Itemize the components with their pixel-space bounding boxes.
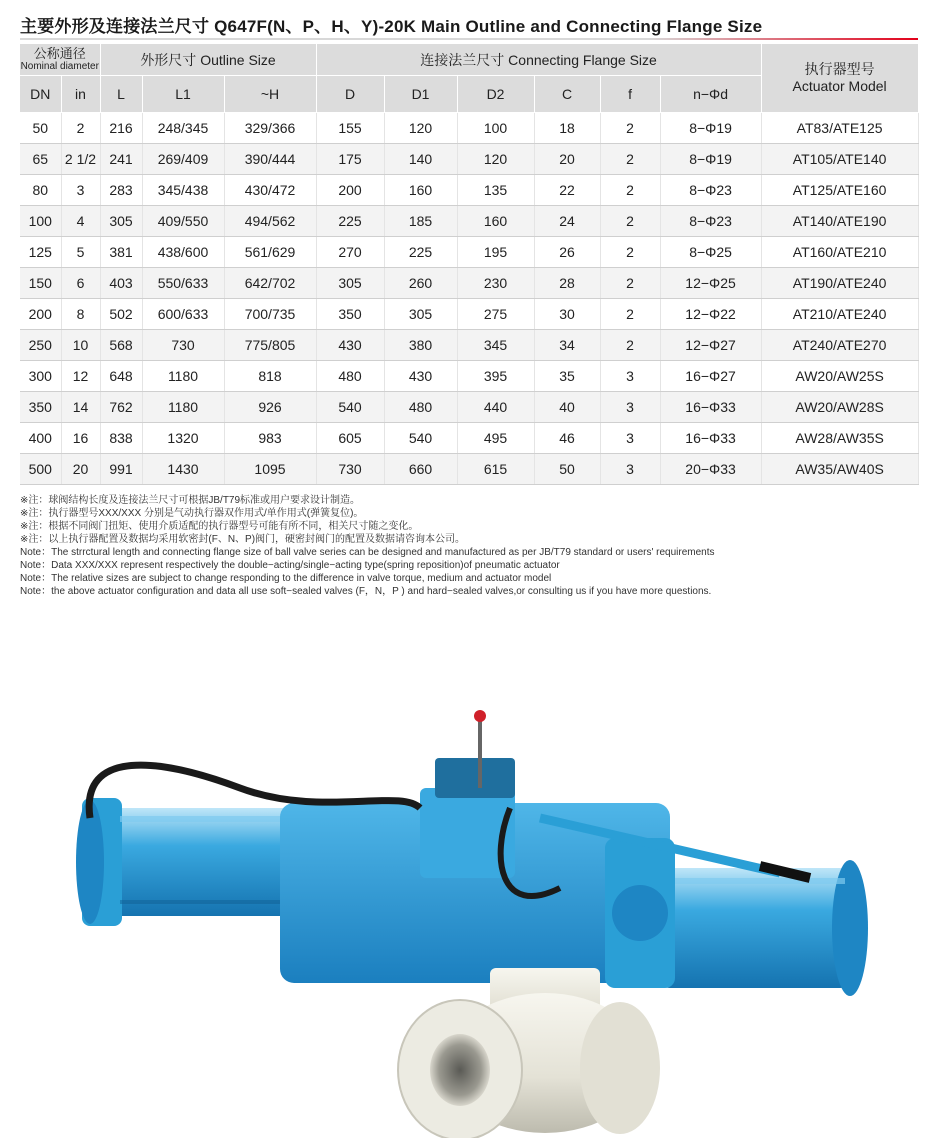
table-cell: 600/633 <box>142 299 224 330</box>
col-header-d: D <box>316 76 384 113</box>
table-cell: 18 <box>534 113 600 144</box>
table-cell: 3 <box>600 392 660 423</box>
table-cell: 16 <box>61 423 100 454</box>
table-cell: 2 <box>600 175 660 206</box>
table-cell: 2 <box>600 113 660 144</box>
actuator-body <box>280 758 675 988</box>
table-cell: 269/409 <box>142 144 224 175</box>
col-header-in: in <box>61 76 100 113</box>
table-cell: 100 <box>20 206 61 237</box>
dimension-table <box>20 44 919 485</box>
table-row <box>20 423 918 454</box>
table-cell: 150 <box>20 268 61 299</box>
table-cell: 818 <box>224 361 316 392</box>
table-cell: 1430 <box>142 454 224 485</box>
table-cell: 3 <box>600 423 660 454</box>
col-header-dn: DN <box>20 76 61 113</box>
table-cell: 403 <box>100 268 142 299</box>
table-cell: 305 <box>384 299 457 330</box>
table-cell: 494/562 <box>224 206 316 237</box>
table-cell: 80 <box>20 175 61 206</box>
table-row <box>20 361 918 392</box>
table-cell: 775/805 <box>224 330 316 361</box>
table-cell: 8−Φ19 <box>660 113 761 144</box>
table-cell: 120 <box>384 113 457 144</box>
actuator-model-header <box>761 44 918 113</box>
table-cell: 12−Φ27 <box>660 330 761 361</box>
table-cell: 561/629 <box>224 237 316 268</box>
table-cell: 2 1/2 <box>61 144 100 175</box>
table-cell: 120 <box>457 144 534 175</box>
table-cell: 480 <box>384 392 457 423</box>
table-cell: 6 <box>61 268 100 299</box>
table-cell: 540 <box>384 423 457 454</box>
table-cell: 1320 <box>142 423 224 454</box>
table-cell: 2 <box>600 206 660 237</box>
note-line: ※注：以上执行器配置及数据均采用软密封(F、N、P)阀门，硬密封阀门的配置及数据请咨询本公司。 <box>20 534 466 545</box>
note-line: ※注：执行器型号XXX/XXX 分别是气动执行器双作用式/单作用式(弹簧复位)。 <box>20 508 364 519</box>
flange-size-header: 连接法兰尺寸 Connecting Flange Size <box>316 44 761 76</box>
table-cell: 46 <box>534 423 600 454</box>
table-cell: 241 <box>100 144 142 175</box>
ball-valve-body <box>398 968 660 1138</box>
table-cell: 568 <box>100 330 142 361</box>
table-cell: 409/550 <box>142 206 224 237</box>
table-cell: 40 <box>534 392 600 423</box>
table-cell: 260 <box>384 268 457 299</box>
table-cell: 30 <box>534 299 600 330</box>
right-cylinder <box>660 860 868 996</box>
table-cell: 5 <box>61 237 100 268</box>
table-row <box>20 392 918 423</box>
note-line: Note：The strrctural length and connecting flange size of ball valve series can be designed and manufactured as per JB/T79 standard or users' requirements <box>20 547 715 558</box>
table-cell: 305 <box>316 268 384 299</box>
table-cell: 270 <box>316 237 384 268</box>
table-cell: 24 <box>534 206 600 237</box>
table-cell: 660 <box>384 454 457 485</box>
table-cell: 16−Φ33 <box>660 423 761 454</box>
table-cell: 12−Φ22 <box>660 299 761 330</box>
table-cell: AT160/ATE210 <box>761 237 918 268</box>
table-cell: 14 <box>61 392 100 423</box>
table-cell: 50 <box>534 454 600 485</box>
table-cell: 185 <box>384 206 457 237</box>
table-cell: 195 <box>457 237 534 268</box>
table-cell: 20−Φ33 <box>660 454 761 485</box>
table-cell: 3 <box>600 454 660 485</box>
table-cell: 3 <box>600 361 660 392</box>
table-cell: AT240/ATE270 <box>761 330 918 361</box>
table-cell: AW20/AW25S <box>761 361 918 392</box>
table-cell: AW28/AW35S <box>761 423 918 454</box>
table-cell: 1180 <box>142 392 224 423</box>
table-cell: 20 <box>534 144 600 175</box>
table-row <box>20 113 918 144</box>
table-cell: 605 <box>316 423 384 454</box>
table-cell: 390/444 <box>224 144 316 175</box>
table-row <box>20 268 918 299</box>
nominal-diameter-en: Nominal diameter <box>20 61 99 72</box>
table-cell: 283 <box>100 175 142 206</box>
table-cell: 275 <box>457 299 534 330</box>
table-row <box>20 144 918 175</box>
table-cell: 35 <box>534 361 600 392</box>
actuator-model-en: Actuator Model <box>792 78 887 94</box>
table-row <box>20 454 918 485</box>
note-line: Note：The relative sizes are subject to change responding to the difference in valve torque, medium and actuator model <box>20 573 552 584</box>
table-row <box>20 206 918 237</box>
table-row <box>20 237 918 268</box>
table-cell: 250 <box>20 330 61 361</box>
table-cell: 395 <box>457 361 534 392</box>
table-cell: 2 <box>600 268 660 299</box>
table-cell: 345/438 <box>142 175 224 206</box>
table-cell: 380 <box>384 330 457 361</box>
table-cell: 642/702 <box>224 268 316 299</box>
table-cell: 8−Φ23 <box>660 175 761 206</box>
table-cell: 155 <box>316 113 384 144</box>
table-cell: 225 <box>316 206 384 237</box>
table-cell: 65 <box>20 144 61 175</box>
col-header-n-phi-d: n−Φd <box>660 76 761 113</box>
table-cell: 762 <box>100 392 142 423</box>
table-cell: AT140/ATE190 <box>761 206 918 237</box>
col-header-f: f <box>600 76 660 113</box>
table-cell: 983 <box>224 423 316 454</box>
table-cell: 216 <box>100 113 142 144</box>
table-cell: 20 <box>61 454 100 485</box>
table-cell: 430 <box>316 330 384 361</box>
nominal-diameter-header <box>20 44 100 76</box>
col-header-l: L <box>100 76 142 113</box>
table-cell: 230 <box>457 268 534 299</box>
table-cell: 305 <box>100 206 142 237</box>
table-cell: 550/633 <box>142 268 224 299</box>
table-cell: 480 <box>316 361 384 392</box>
col-header-h: ~H <box>224 76 316 113</box>
table-cell: 4 <box>61 206 100 237</box>
notes-section <box>20 494 920 598</box>
table-row <box>20 299 918 330</box>
table-cell: 160 <box>384 175 457 206</box>
table-cell: 125 <box>20 237 61 268</box>
table-cell: 34 <box>534 330 600 361</box>
table-cell: 540 <box>316 392 384 423</box>
table-cell: 1095 <box>224 454 316 485</box>
table-cell: 12 <box>61 361 100 392</box>
table-cell: AW20/AW28S <box>761 392 918 423</box>
outline-size-header: 外形尺寸 Outline Size <box>100 44 316 76</box>
table-cell: 248/345 <box>142 113 224 144</box>
table-cell: 700/735 <box>224 299 316 330</box>
table-cell: 8−Φ25 <box>660 237 761 268</box>
table-cell: 225 <box>384 237 457 268</box>
table-cell: 175 <box>316 144 384 175</box>
table-cell: 495 <box>457 423 534 454</box>
table-row <box>20 330 918 361</box>
table-cell: 8−Φ19 <box>660 144 761 175</box>
table-cell: 381 <box>100 237 142 268</box>
table-cell: 350 <box>316 299 384 330</box>
table-cell: 200 <box>20 299 61 330</box>
col-header-d1: D1 <box>384 76 457 113</box>
table-cell: 3 <box>61 175 100 206</box>
table-cell: 300 <box>20 361 61 392</box>
table-cell: 2 <box>600 330 660 361</box>
table-cell: 430/472 <box>224 175 316 206</box>
table-cell: 730 <box>142 330 224 361</box>
col-header-l1: L1 <box>142 76 224 113</box>
valve-photo <box>20 638 918 1138</box>
table-cell: 440 <box>457 392 534 423</box>
table-cell: 16−Φ33 <box>660 392 761 423</box>
table-cell: 50 <box>20 113 61 144</box>
table-cell: 2 <box>600 144 660 175</box>
note-line: Note：Data XXX/XXX represent respectively the double−acting/single−acting type(spring reposition)of pneumatic actuator <box>20 560 560 571</box>
col-header-d2: D2 <box>457 76 534 113</box>
table-cell: 400 <box>20 423 61 454</box>
table-cell: 502 <box>100 299 142 330</box>
table-cell: 160 <box>457 206 534 237</box>
table-cell: 500 <box>20 454 61 485</box>
pneumatic-ball-valve-illustration <box>20 638 918 1138</box>
table-cell: AW35/AW40S <box>761 454 918 485</box>
table-cell: 329/366 <box>224 113 316 144</box>
table-cell: 438/600 <box>142 237 224 268</box>
table-cell: 1180 <box>142 361 224 392</box>
table-cell: 430 <box>384 361 457 392</box>
col-header-c: C <box>534 76 600 113</box>
table-cell: AT105/ATE140 <box>761 144 918 175</box>
note-line: ※注：球阀结构长度及连接法兰尺寸可根据JB/T79标准或用户要求设计制造。 <box>20 495 361 506</box>
table-row <box>20 175 918 206</box>
table-cell: 26 <box>534 237 600 268</box>
actuator-model-cn: 执行器型号 <box>804 61 875 77</box>
table-cell: 648 <box>100 361 142 392</box>
table-cell: 100 <box>457 113 534 144</box>
table-cell: 12−Φ25 <box>660 268 761 299</box>
note-line: Note：the above actuator configuration and data all use soft−sealed valves (F，N，P ) and hard−sealed valves,or consulting us if you have more questions. <box>20 586 712 597</box>
table-cell: 350 <box>20 392 61 423</box>
table-cell: 8−Φ23 <box>660 206 761 237</box>
table-cell: 200 <box>316 175 384 206</box>
table-cell: 10 <box>61 330 100 361</box>
table-cell: 991 <box>100 454 142 485</box>
table-cell: 2 <box>61 113 100 144</box>
table-cell: 135 <box>457 175 534 206</box>
table-cell: 22 <box>534 175 600 206</box>
table-cell: 730 <box>316 454 384 485</box>
table-cell: 2 <box>600 237 660 268</box>
table-cell: 2 <box>600 299 660 330</box>
table-cell: 16−Φ27 <box>660 361 761 392</box>
table-cell: AT210/ATE240 <box>761 299 918 330</box>
table-body <box>20 113 918 485</box>
table-cell: AT190/ATE240 <box>761 268 918 299</box>
page-title: 主要外形及连接法兰尺寸 Q647F(N、P、H、Y)-20K Main Outline and Connecting Flange Size <box>20 17 763 36</box>
note-line: ※注：根据不同阀门扭矩、使用介质适配的执行器型号可能有所不同，相关尺寸随之变化。 <box>20 521 419 532</box>
table-cell: 926 <box>224 392 316 423</box>
table-cell: 615 <box>457 454 534 485</box>
table-cell: 838 <box>100 423 142 454</box>
table-cell: AT83/ATE125 <box>761 113 918 144</box>
title-divider <box>20 38 918 40</box>
table-cell: 345 <box>457 330 534 361</box>
table-cell: 140 <box>384 144 457 175</box>
table-cell: 28 <box>534 268 600 299</box>
nominal-diameter-cn: 公称通径 <box>33 46 86 61</box>
table-cell: 8 <box>61 299 100 330</box>
table-cell: AT125/ATE160 <box>761 175 918 206</box>
